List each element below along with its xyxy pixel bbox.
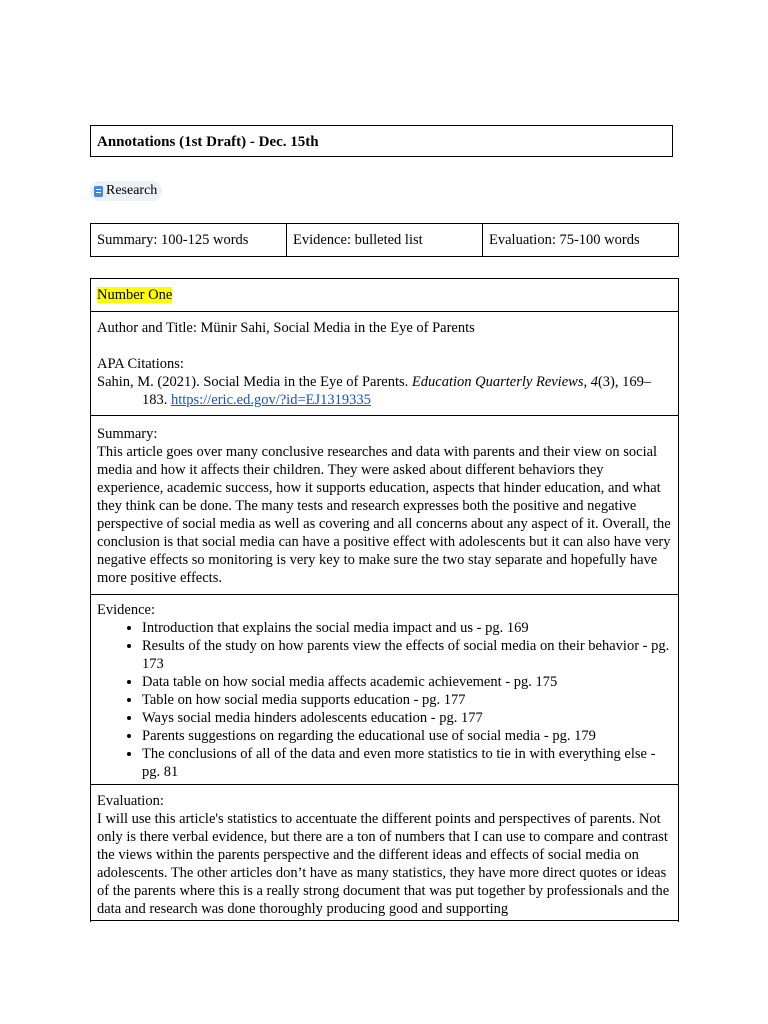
evaluation-requirement: Evaluation: 75-100 words	[483, 224, 679, 257]
document-title-box	[90, 125, 673, 157]
research-chip-label: Research	[106, 183, 158, 198]
table-row	[91, 224, 679, 257]
research-chip[interactable]	[90, 181, 162, 201]
apa-label: APA Citations:	[97, 356, 184, 372]
list-item: • Data table on how social media affects academic achievement - pg. 175	[142, 673, 672, 691]
evidence-cell	[91, 595, 679, 785]
entry-number: Number One	[97, 287, 173, 303]
list-item: • Results of the study on how parents view the effects of social media on their behavior - pg. 173	[142, 637, 672, 673]
table-row	[91, 312, 679, 416]
annotation-table	[90, 278, 679, 922]
list-item: • Introduction that explains the social media impact and us - pg. 169	[142, 619, 672, 637]
evaluation-text: I will use this article's statistics to accentuate the different points and perspectives of parents. Not only is there verbal evidence, but there are a ton of numbers that I can use to compare and contrast the views within the parents perspective and the different ideas and effects of social media on adolescents. The other articles don’t have as many statistics, they have more direct quotes or ideas of the parents where this is a really strong document that was put together by professionals and the data and research was done thoroughly producing good and supporting	[97, 811, 670, 917]
list-item: • The conclusions of all of the data and even more statistics to tie in with everything else - pg. 81	[142, 745, 672, 781]
evidence-list	[97, 619, 672, 781]
table-row	[91, 785, 679, 923]
requirements-table	[90, 223, 679, 257]
document-title: Annotations (1st Draft) - Dec. 15th	[97, 134, 319, 150]
evidence-requirement: Evidence: bulleted list	[287, 224, 483, 257]
evaluation-label: Evaluation:	[97, 793, 164, 809]
citation-link[interactable]: https://eric.ed.gov/?id=EJ1319335	[171, 392, 371, 408]
summary-label: Summary:	[97, 426, 158, 442]
summary-requirement: Summary: 100-125 words	[91, 224, 287, 257]
list-item: • Parents suggestions on regarding the educational use of social media - pg. 179	[142, 727, 672, 745]
list-item: • Ways social media hinders adolescents education - pg. 177	[142, 709, 672, 727]
table-row	[91, 279, 679, 312]
evidence-label: Evidence:	[97, 602, 155, 618]
entry-number-cell	[91, 279, 679, 312]
list-item: • Table on how social media supports education - pg. 177	[142, 691, 672, 709]
citation-cell	[91, 312, 679, 416]
evaluation-cell	[91, 785, 679, 923]
table-row	[91, 416, 679, 595]
summary-cell	[91, 416, 679, 595]
table-bottom-border	[90, 920, 679, 921]
apa-citation: Sahin, M. (2021). Social Media in the Eye of Parents. Education Quarterly Reviews, 4(3), 169–183. https://eric.ed.gov/?id=EJ1319335	[97, 374, 652, 408]
table-row	[91, 595, 679, 785]
author-title: Author and Title: Münir Sahi, Social Media in the Eye of Parents	[97, 320, 475, 336]
document-icon	[94, 186, 103, 197]
summary-text: This article goes over many conclusive researches and data with parents and their view on social media and how it affects their children. They were asked about different behaviors they experience, academic success, how it supports education, aspects that hinder education, and what they think can be done. The many tests and research expresses both the positive and negative perspective of social media as well as covering and all concerns about any aspect of it. Overall, the conclusion is that social media can have a positive effect with adolescents but it can also have very negative effects so monitoring is very key to make sure the two stay separate and hopefully have more positive effects.	[97, 444, 671, 586]
